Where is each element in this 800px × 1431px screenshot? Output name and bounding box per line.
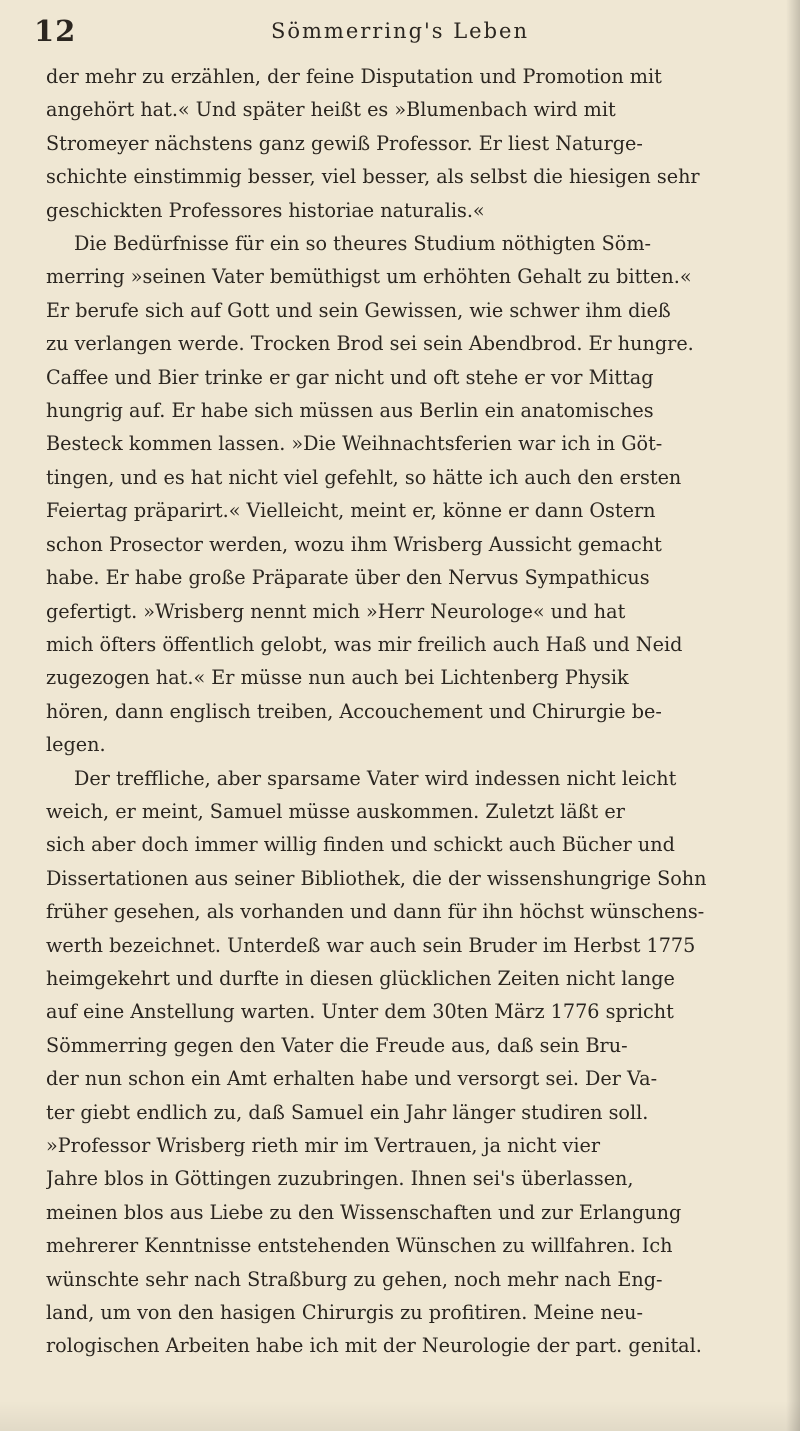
page-number: 12 [34, 14, 77, 48]
text-line: Der treffliche, aber sparsame Vater wird indessen nicht leicht [74, 766, 677, 790]
text-line: gefertigt. »Wrisberg nennt mich »Herr Neurologe« und hat [46, 599, 626, 623]
text-line: land, um von den hasigen Chirurgis zu profitiren. Meine neu- [46, 1301, 643, 1325]
page-header [34, 14, 766, 54]
text-line: mich öfters öffentlich gelobt, was mir freilich auch Haß und Neid [46, 632, 683, 656]
text-line: der nun schon ein Amt erhalten habe und versorgt sei. Der Va- [46, 1067, 658, 1091]
running-title: Sömmerring's Leben [270, 19, 530, 43]
text-line: zu verlangen werde. Trocken Brod sei sein Abendbrod. Er hungre. [46, 332, 694, 356]
text-line: sich aber doch immer willig finden und schickt auch Bücher und [46, 833, 675, 857]
text-line: früher gesehen, als vorhanden und dann für ihn höchst wünschens- [46, 900, 705, 924]
text-line: Feiertag präparirt.« Vielleicht, meint er, könne er dann Ostern [46, 499, 656, 523]
body-text [46, 60, 786, 1363]
text-line: auf eine Anstellung warten. Unter dem 30ten März 1776 spricht [46, 1000, 674, 1024]
paragraph-2 [46, 227, 786, 762]
text-line: Sömmerring gegen den Vater die Freude aus, daß sein Bru- [46, 1033, 628, 1057]
text-line: rologischen Arbeiten habe ich mit der Neurologie der part. genital. [46, 1334, 702, 1358]
text-line: Er berufe sich auf Gott und sein Gewissen, wie schwer ihm dieß [46, 298, 671, 322]
page-gutter-shadow [786, 0, 800, 1431]
text-line: schichte einstimmig besser, viel besser, als selbst die hiesigen sehr [46, 165, 700, 189]
text-line: werth bezeichnet. Unterdeß war auch sein Bruder im Herbst 1775 [46, 933, 696, 957]
paragraph-3 [46, 762, 786, 1363]
text-line: ter giebt endlich zu, daß Samuel ein Jahr länger studiren soll. [46, 1100, 649, 1124]
text-line: geschickten Professores historiae naturalis.« [46, 198, 485, 222]
text-line: schon Prosector werden, wozu ihm Wrisberg Aussicht gemacht [46, 532, 662, 556]
text-line: legen. [46, 733, 106, 757]
text-line: habe. Er habe große Präparate über den Nervus Sympathicus [46, 566, 650, 590]
text-line: Dissertationen aus seiner Bibliothek, die der wissenshungrige Sohn [46, 866, 707, 890]
text-line: merring »seinen Vater bemüthigst um erhöhten Gehalt zu bitten.« [46, 265, 692, 289]
text-line: Stromeyer nächstens ganz gewiß Professor. Er liest Naturge- [46, 131, 643, 155]
text-line: Die Bedürfnisse für ein so theures Studium nöthigten Söm- [74, 232, 651, 256]
text-line: Jahre blos in Göttingen zuzubringen. Ihnen sei's überlassen, [46, 1167, 634, 1191]
text-line: »Professor Wrisberg rieth mir im Vertrauen, ja nicht vier [46, 1134, 601, 1157]
text-line: der mehr zu erzählen, der feine Disputation und Promotion mit [46, 65, 662, 88]
text-line: tingen, und es hat nicht viel gefehlt, so hätte ich auch den ersten [46, 465, 682, 489]
paragraph-1 [46, 60, 786, 227]
text-line: zugezogen hat.« Er müsse nun auch bei Lichtenberg Physik [46, 666, 629, 690]
text-line: heimgekehrt und durfte in diesen glücklichen Zeiten nicht lange [46, 966, 675, 990]
text-line: hören, dann englisch treiben, Accouchement und Chirurgie be- [46, 699, 662, 723]
text-line: mehrerer Kenntnisse entstehenden Wünschen zu willfahren. Ich [46, 1234, 673, 1258]
text-line: meinen blos aus Liebe zu den Wissenschaften und zur Erlangung [46, 1200, 682, 1224]
text-line: hungrig auf. Er habe sich müssen aus Berlin ein anatomisches [46, 399, 654, 423]
text-line: Besteck kommen lassen. »Die Weihnachtsferien war ich in Göt- [46, 432, 663, 456]
page-bottom-shadow [0, 1401, 800, 1431]
text-line: wünschte sehr nach Straßburg zu gehen, noch mehr nach Eng- [46, 1267, 663, 1291]
text-line: weich, er meint, Samuel müsse auskommen. Zuletzt läßt er [46, 799, 625, 823]
text-line: Caffee und Bier trinke er gar nicht und oft stehe er vor Mittag [46, 365, 654, 389]
text-line: angehört hat.« Und später heißt es »Blumenbach wird mit [46, 98, 616, 122]
